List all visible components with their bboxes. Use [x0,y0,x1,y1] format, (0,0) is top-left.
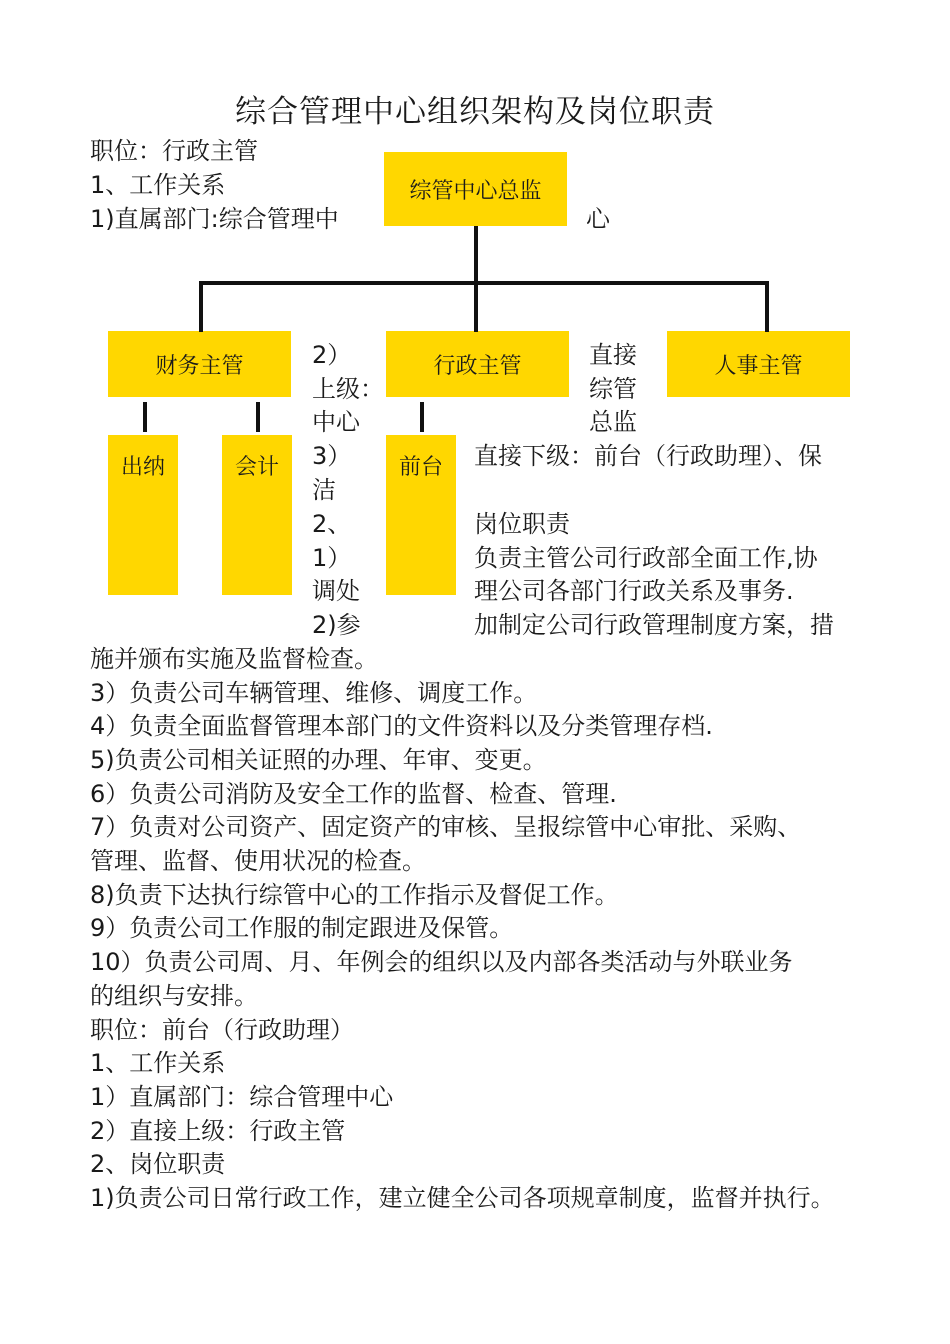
text-line: 岗位职责 [474,510,570,538]
text-fragment: 2)参 [312,611,361,639]
text-line: 1）直属部门：综合管理中心 [90,1083,394,1111]
text-line: 1)负责公司日常行政工作，建立健全公司各项规章制度，监督并执行。 [90,1184,835,1212]
text-fragment: 直接 [589,341,637,369]
org-box-admin: 行政主管 [386,331,569,397]
text-line: 直接下级：前台（行政助理）、保 [474,442,822,470]
text-line: 心 [586,205,610,233]
org-box-reception: 前台 [386,435,456,595]
text-fragment: 2、 [312,510,352,538]
connector-line [474,226,478,332]
org-box-hr: 人事主管 [667,331,850,397]
text-line: 6）负责公司消防及安全工作的监督、检查、管理. [90,780,617,808]
text-fragment: 中心 [312,408,360,436]
text-line: 的组织与安排。 [90,982,258,1010]
org-box-director: 综管中心总监 [384,152,567,226]
connector-line [765,281,769,332]
text-line: 5)负责公司相关证照的办理、年审、变更。 [90,746,547,774]
position-title: 职位：行政主管 [90,137,258,165]
text-line: 理公司各部门行政关系及事务. [474,577,794,605]
text-fragment: 洁 [312,476,336,504]
text-line: 7）负责对公司资产、固定资产的审核、呈报综管中心审批、采购、 [90,813,802,841]
connector-line [420,402,424,432]
text-fragment: 3） [312,442,352,470]
connector-line [143,402,147,432]
text-line: 管理、监督、使用状况的检查。 [90,847,426,875]
text-line: 8)负责下达执行综管中心的工作指示及督促工作。 [90,881,619,909]
connector-line [256,402,260,432]
text-line: 9）负责公司工作服的制定跟进及保管。 [90,914,514,942]
section-heading: 1、工作关系 [90,1049,226,1077]
position-title: 职位：前台（行政助理） [90,1016,354,1044]
org-box-accountant: 会计 [222,435,292,595]
text-fragment: 调处 [312,577,360,605]
text-fragment: 综管 [589,375,637,403]
text-fragment: 2） [312,341,352,369]
text-fragment: 1） [312,544,352,572]
text-fragment: 上级： [312,375,384,403]
text-line: 1)直属部门:综合管理中 [90,205,339,233]
text-line: 加制定公司行政管理制度方案，措 [474,611,834,639]
connector-line [199,281,769,285]
page-title: 综合管理中心组织架构及岗位职责 [235,94,715,130]
text-line: 10）负责公司周、月、年例会的组织以及内部各类活动与外联业务 [90,948,793,976]
text-fragment: 总监 [589,408,637,436]
text-line: 3）负责公司车辆管理、维修、调度工作。 [90,679,538,707]
text-line: 负责主管公司行政部全面工作,协 [474,544,818,572]
connector-line [199,281,203,332]
section-heading: 1、工作关系 [90,171,226,199]
text-line: 施并颁布实施及监督检查。 [90,645,378,673]
org-box-cashier: 出纳 [108,435,178,595]
text-line: 4）负责全面监督管理本部门的文件资料以及分类管理存档. [90,712,713,740]
text-line: 2）直接上级：行政主管 [90,1117,346,1145]
org-box-finance: 财务主管 [108,331,291,397]
section-heading: 2、岗位职责 [90,1150,226,1178]
